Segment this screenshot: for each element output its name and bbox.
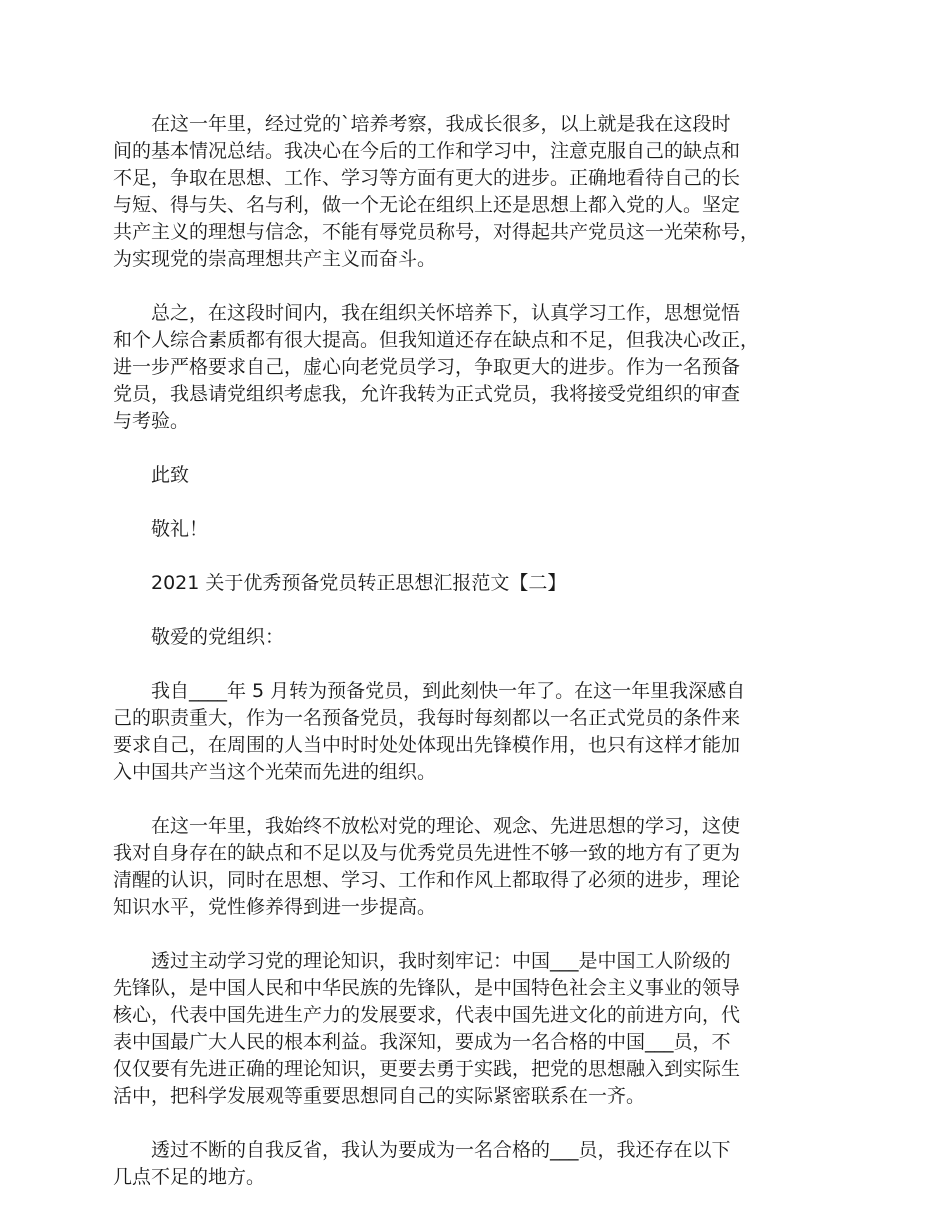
text-line: 敬爱的党组织： [151,626,285,648]
paragraph [113,948,853,1110]
text-line: 入中国共产当这个光荣而先进的组织。 [113,761,437,783]
paragraph [113,516,853,543]
text-line: 活中，把科学发展观等重要思想同自己的实际紧密联系在一齐。 [113,1085,646,1107]
paragraph [113,300,853,435]
paragraph [113,462,853,489]
text-line: 透过不断的自我反省，我认为要成为一名合格的___员，我还存在以下 [151,1139,731,1161]
text-line: 总之，在这段时间内，我在组织关怀培养下，认真学习工作，思想觉悟 [151,302,741,324]
text-line: 与考验。 [113,410,190,432]
paragraph [113,1137,853,1191]
text-line: 在这一年里，我始终不放松对党的理论、观念、先进思想的学习，这使 [151,815,741,837]
text-line: 几点不足的地方。 [113,1166,266,1188]
text-line: 党员，我恳请党组织考虑我，允许我转为正式党员，我将接受党组织的审查 [113,383,741,405]
text-line: 间的基本情况总结。我决心在今后的工作和学习中，注意克服自己的缺点和 [113,140,741,162]
text-line: 我自____年 5 月转为预备党员，到此刻快一年了。在这一年里我深感自 [151,680,746,702]
document-body [113,111,853,1218]
paragraph [113,678,853,786]
text-line: 不足，争取在思想、工作、学习等方面有更大的进步。正确地看待自己的长 [113,167,741,189]
text-line: 己的职责重大，作为一名预备党员，我每时每刻都以一名正式党员的条件来 [113,707,741,729]
paragraph [113,111,853,273]
paragraph [113,624,853,651]
paragraph [113,813,853,921]
text-line: 核心，代表中国先进生产力的发展要求，代表中国先进文化的前进方向，代 [113,1004,741,1026]
text-line: 要求自己，在周围的人当中时时处处体现出先锋模作用，也只有这样才能加 [113,734,741,756]
text-line: 仅仅要有先进正确的理论知识，更要去勇于实践，把党的思想融入到实际生 [113,1058,741,1080]
text-line: 我对自身存在的缺点和不足以及与优秀党员先进性不够一致的地方有了更为 [113,842,741,864]
text-line: 共产主义的理想与信念，不能有辱党员称号，对得起共产党员这一光荣称号， [113,221,760,243]
text-line: 在这一年里，经过党的`培养考察，我成长很多，以上就是我在这段时 [151,113,731,135]
text-line: 知识水平，党性修养得到进一步提高。 [113,896,437,918]
text-line: 清醒的认识，同时在思想、学习、工作和作风上都取得了必须的进步，理论 [113,869,741,891]
text-line: 敬礼！ [151,518,209,540]
text-line: 和个人综合素质都有很大提高。但我知道还存在缺点和不足，但我决心改正， [113,329,760,351]
paragraph [113,570,853,597]
text-line: 进一步严格要求自己，虚心向老党员学习，争取更大的进步。作为一名预备 [113,356,741,378]
text-line: 为实现党的崇高理想共产主义而奋斗。 [113,248,437,270]
text-line: 先锋队，是中国人民和中华民族的先锋队，是中国特色社会主义事业的领导 [113,977,741,999]
text-line: 2021 关于优秀预备党员转正思想汇报范文【二】 [151,572,567,594]
text-line: 与短、得与失、名与利，做一个无论在组织上还是思想上都入党的人。坚定 [113,194,741,216]
text-line: 透过主动学习党的理论知识，我时刻牢记：中国___是中国工人阶级的 [151,950,731,972]
text-line: 表中国最广大人民的根本利益。我深知，要成为一名合格的中国___员，不 [113,1031,731,1053]
text-line: 此致 [151,464,190,486]
